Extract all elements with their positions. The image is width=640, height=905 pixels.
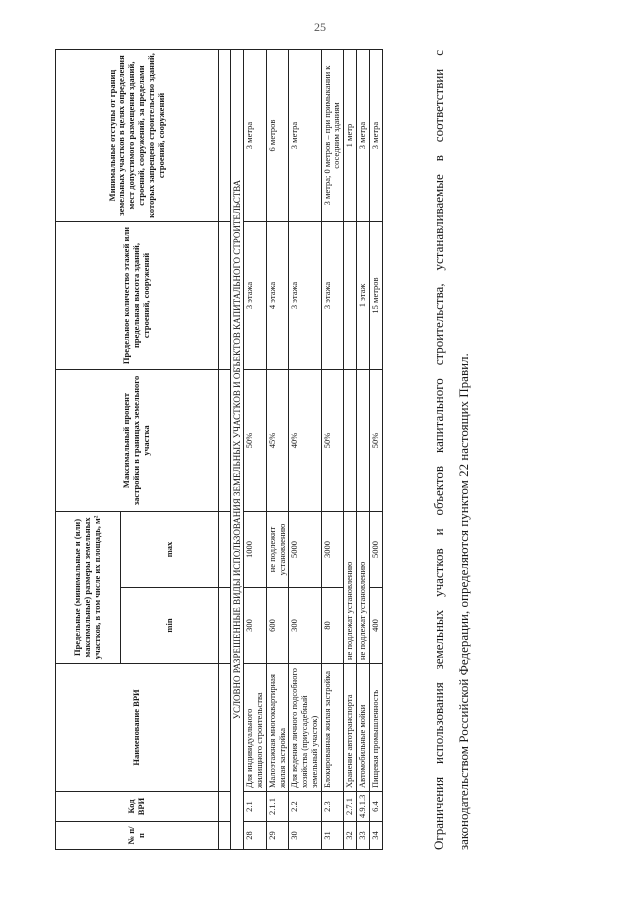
row-name: Автомобильные мойки: [357, 664, 370, 792]
row-code: 2.1: [244, 792, 267, 822]
row-name: Хранение автотранспорта: [344, 664, 357, 792]
row-name: Пищевая промышленность: [369, 664, 382, 792]
row-percent: 50%: [321, 370, 344, 512]
rotated-sheet: [55, 50, 471, 850]
row-num: 31: [321, 822, 344, 850]
row-setback: 3 метра: [357, 50, 370, 222]
row-floors: 3 этажа: [321, 222, 344, 370]
row-code: 2.7.1: [344, 792, 357, 822]
table-row: [289, 50, 321, 850]
row-percent: [344, 370, 357, 512]
row-code: 2.2: [289, 792, 321, 822]
column-number-row: [219, 50, 231, 850]
row-size: не подлежат установлению: [344, 512, 357, 664]
row-floors: 15 метров: [369, 222, 382, 370]
row-num: 32: [344, 822, 357, 850]
header-code: Код ВРИ: [56, 792, 219, 822]
page-number: 25: [314, 20, 326, 34]
row-name: Для индивидуального жилищного строительства: [244, 664, 267, 792]
table-row: [369, 50, 382, 850]
row-floors: [344, 222, 357, 370]
row-percent: 40%: [289, 370, 321, 512]
row-max: 5000: [369, 512, 382, 588]
row-name: Блокированная жилая застройка: [321, 664, 344, 792]
row-max: 1000: [244, 512, 267, 588]
table-row: [266, 50, 289, 850]
header-floors: Предельное количество этажей или предельная высота зданий, строений, сооружений: [56, 222, 219, 370]
row-min: 400: [369, 588, 382, 664]
row-max: не подлежит установлению: [266, 512, 289, 588]
restrictions-note: Ограничения использования земельных участков и объектов капитального строительства, устанавливаемые в соответствии с законодательством Российской Федерации, определяются пунктом 22 настоящих Правил.: [431, 50, 471, 850]
table-row: [344, 50, 357, 850]
row-min: 300: [289, 588, 321, 664]
row-num: 28: [244, 822, 267, 850]
row-setback: 6 метров: [266, 50, 289, 222]
row-floors: 3 этажа: [244, 222, 267, 370]
row-min: 600: [266, 588, 289, 664]
section-title: УСЛОВНО РАЗРЕШЕННЫЕ ВИДЫ ИСПОЛЬЗОВАНИЯ ЗЕМЕЛЬНЫХ УЧАСТКОВ И ОБЪЕКТОВ КАПИТАЛЬНОГО СТРОИТЕЛЬСТВА: [231, 50, 244, 850]
row-setback: 1 метр: [344, 50, 357, 222]
row-size: не подлежат установлению: [357, 512, 370, 664]
row-max: 5000: [289, 512, 321, 588]
row-percent: [357, 370, 370, 512]
row-max: 3000: [321, 512, 344, 588]
row-setback: 3 метра; 0 метров – при примыкании к соседним зданиям: [321, 50, 344, 222]
row-percent: 45%: [266, 370, 289, 512]
row-num: 30: [289, 822, 321, 850]
regulations-table: [55, 49, 383, 850]
row-min: 300: [244, 588, 267, 664]
row-min: 80: [321, 588, 344, 664]
header-name: Наименование ВРИ: [56, 664, 219, 792]
header-percent: Максимальный процент застройки в границах земельного участка: [56, 370, 219, 512]
row-code: 4.9.1.3: [357, 792, 370, 822]
row-setback: 3 метра: [244, 50, 267, 222]
row-num: 29: [266, 822, 289, 850]
row-setback: 3 метра: [369, 50, 382, 222]
row-floors: 3 этажа: [289, 222, 321, 370]
row-code: 2.3: [321, 792, 344, 822]
row-floors: 4 этажа: [266, 222, 289, 370]
row-floors: 1 этаж: [357, 222, 370, 370]
row-setback: 3 метра: [289, 50, 321, 222]
row-name: Для ведения личного подсобного хозяйства (приусадебный земельный участок): [289, 664, 321, 792]
header-max: max: [121, 512, 219, 588]
row-name: Малоэтажная многоквартирная жилая застройка: [266, 664, 289, 792]
row-percent: 50%: [369, 370, 382, 512]
table-row: [321, 50, 344, 850]
header-row: [56, 50, 121, 850]
row-percent: 50%: [244, 370, 267, 512]
header-size: Предельные (минимальные и (или) максимальные) размеры земельных участков, в том числе их площадь, м²: [56, 512, 121, 664]
header-num: № п/п: [56, 822, 219, 850]
row-num: 34: [369, 822, 382, 850]
row-code: 2.1.1: [266, 792, 289, 822]
row-code: 6.4: [369, 792, 382, 822]
table-row: [357, 50, 370, 850]
section-row: [231, 50, 244, 850]
header-min: min: [121, 588, 219, 664]
header-setback: Минимальные отступы от границ земельных участков в целях определения мест допустимого размещения зданий, строений, сооружений, за пределами которых запрещено строительство зданий, строений, сооружений: [56, 50, 219, 222]
table-row: [244, 50, 267, 850]
row-num: 33: [357, 822, 370, 850]
